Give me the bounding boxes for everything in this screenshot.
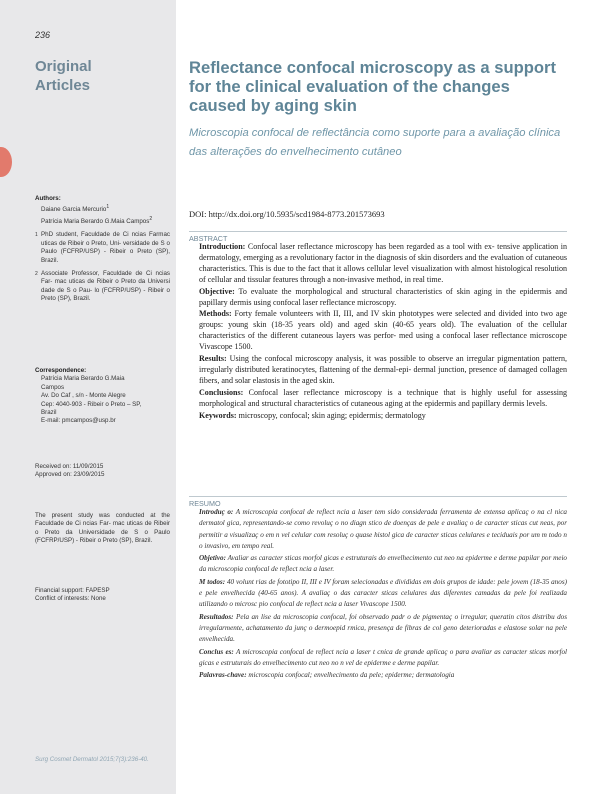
affiliation-1 — [35, 231, 170, 265]
author-name: Patrícia Maria Berardo G.Maia Campos — [41, 217, 150, 225]
abstract-body — [199, 242, 567, 423]
resumo-paragraph — [199, 507, 567, 552]
section-label-line-1: Original — [35, 58, 92, 75]
paragraph-label: Objetivo: — [199, 554, 226, 563]
paragraph-label: Conclus es: — [199, 647, 234, 656]
paragraph-text: Avaliar as caracter sticas morfol gicas e estruturais do envelhecimento cut neo na epiderme e derme papilar por meio da microscopia confocal de reflect ncia a laser. — [199, 554, 567, 574]
paragraph-text: To evaluate the morphological and structural characteristics of skin aging in the epidermis and papillary dermis using confocal laser reflectance microscopy. — [199, 286, 567, 307]
paragraph-text: Pela an lise da microscopia confocal, foi observado padr o de pigmentaç o irregular, queratin citos distribu dos irregularmente, achatamento da junç o dermoepid rmica, presença de fibras de col geno deterioradas e elastose solar na pele envelhecida. — [199, 612, 567, 644]
paragraph-label: Methods: — [199, 309, 232, 319]
resumo-paragraph — [199, 553, 567, 576]
abstract-paragraph — [199, 309, 567, 353]
section-label — [35, 57, 92, 95]
author-1 — [35, 203, 170, 214]
correspondence-line: Brazil — [41, 409, 57, 417]
authors-block — [35, 195, 170, 304]
abstract-keywords — [199, 411, 567, 422]
affiliation-number: 2 — [35, 270, 38, 277]
resumo-body — [199, 507, 567, 682]
paragraph-text: Confocal laser reflectance microscopy is a technique that is highly useful for assessing morphological and structural characteristics of cutaneous aging at the epidermis and papillary dermis levels. — [199, 387, 567, 408]
affiliation-text: Associate Professor, Faculdade de Ci ncias Far- mac uticas de Ribeir o Preto da Universi dade de S o Pau- lo (FCFRP/USP) - Ribeir o Preto (SP), Brazil. — [41, 269, 170, 303]
author-name: Daiane Garcia Mercurio — [41, 206, 107, 214]
resumo-keywords — [199, 670, 567, 681]
resumo-paragraph — [199, 612, 567, 646]
doi-link[interactable]: DOI: http://dx.doi.org/10.5935/scd1984-8773.201573693 — [189, 209, 385, 219]
paragraph-label: M todos: — [199, 577, 226, 586]
correspondence-line: Campos — [41, 383, 65, 391]
funding-block — [35, 587, 170, 604]
article-title: Reflectance confocal microscopy as a support for the clinical evaluation of the changes caused by aging skin — [189, 58, 557, 115]
correspondence-line: Cep: 4040-903 - Ribeir o Preto – SP, — [41, 400, 142, 408]
paragraph-text: Confocal laser reflectance microscopy has been regarded as a tool with ex- tensive application in dermatology, emerging as a revolutionary factor in the diagnosis of skin disorders and the evaluation of cutaneous characteristics. This is due to the fact that it allows cellular level visualization with almost histological resolution of cellular and tissular features through a non-invasive method, in real time. — [199, 242, 567, 284]
correspondence-heading: Correspondence: — [35, 367, 87, 374]
page-number: 236 — [35, 30, 51, 40]
resumo-heading: RESUMO — [189, 496, 567, 508]
paragraph-text: Using the confocal microscopy analysis, it was possible to observe an irregular pigmentation pattern, irregularly distributed keratinocytes, flattening of the dermal-epi- dermal junction, presence of damaged collagen fibers, and solar elastosis in the aged skin. — [199, 354, 567, 385]
section-label-line-2: Articles — [35, 77, 91, 94]
paragraph-label: Results: — [199, 354, 227, 364]
paragraph-label: Resultados: — [199, 612, 234, 621]
resumo-paragraph — [199, 577, 567, 611]
paragraph-label: Keywords: — [199, 410, 237, 420]
correspondence-email[interactable]: E-mail: pmcampos@usp.br — [41, 417, 116, 425]
paragraph-label: Introduç o: — [199, 508, 234, 516]
correspondence-block — [35, 367, 170, 426]
authors-heading: Authors: — [35, 195, 61, 202]
conflict-of-interests: Conflict of interests: None — [35, 595, 106, 603]
abstract-paragraph — [199, 388, 567, 410]
abstract-heading: ABSTRACT — [189, 231, 567, 243]
correspondence-line: Patrícia Maria Berardo G.Maia — [41, 375, 125, 383]
paragraph-label: Conclusions: — [199, 387, 244, 397]
author-sup: 2 — [149, 215, 153, 222]
paragraph-text: A microscopia confocal de reflect ncia a laser t cnica de grande aplicaç o para avaliar as caracter sticas morfol gicas e estruturais do envelhecimento cut neo no n vel de epiderme e derme papilar. — [199, 647, 567, 667]
paragraph-label: Objective: — [199, 286, 235, 296]
paragraph-text: A microscopia confocal de reflect ncia a laser tem sido considerada ferramenta de extensa aplicaç o na cl nica dermatol gica, representando-se como revoluç o no diagn stico de doenças de pele e avaliaç o de caracter sticas cut neas, por permitir a visualizaç o em n vel celular com resoluç o quase histol gica de caracter sticas celulares e teciduais por um m todo n o invasivo, em tempo real. — [199, 508, 567, 550]
affiliation-number: 1 — [35, 232, 38, 239]
paragraph-label: Palavras-chave: — [199, 671, 247, 680]
study-note: The present study was conducted at the Faculdade de Ci ncias Far- mac uticas de Ribeir o Preto da Universidade de S o Paulo (FCFRP/USP) - Ribeir o Preto (SP), Brazil. — [35, 512, 170, 545]
paragraph-label: Introduction: — [199, 242, 246, 251]
affiliation-text: PhD student, Faculdade de Ci ncias Farmac uticas de Ribeir o Preto, Uni- versidade de S o Paulo (FCFRP/USP) - Ribeir o Preto (SP), Brazil. — [41, 231, 170, 264]
affiliation-2 — [35, 270, 170, 304]
author-2 — [35, 215, 170, 226]
article-subtitle: Microscopia confocal de reflectância como suporte para a avaliação clínica das alterações do envelhecimento cutâneo — [189, 127, 561, 158]
correspondence-line: Av. Do Caf , s/n - Monte Alegre — [41, 392, 126, 400]
resumo-paragraph — [199, 647, 567, 670]
paragraph-text: Forty female volunteers with II, III, and IV skin phototypes were selected and divided into two age groups: young skin (18-35 years old) and aged skin (40-65 years old). The evaluation of the cellular characteristics of the different cutaneous layers was perfor- med using a confocal laser reflectance microscope Vivascope 1500. — [199, 309, 567, 352]
footer-citation: Surg Cosmet Dermatol 2015;7(3):236-40. — [35, 756, 149, 763]
dates-block — [35, 463, 170, 480]
paragraph-text: microscopy, confocal; skin aging; epidermis; dermatology — [236, 410, 426, 420]
received-date: Received on: 11/09/2015 — [35, 463, 104, 470]
abstract-paragraph — [199, 242, 567, 286]
abstract-paragraph — [199, 287, 567, 309]
paragraph-text: 40 volunt rias de fototipo II, III e IV foram selecionadas e divididas em dois grupos de idade: pele jovem (18-35 anos) e pele envelhecida (40-65 anos). A avaliaç o das caracter sticas celulares das diferentes camadas da pele foi realizada utilizando o microsc pio confocal de reflect ncia a laser Vivascope 1500. — [199, 577, 567, 609]
approved-date: Approved on: 23/09/2015 — [35, 471, 105, 479]
abstract-paragraph — [199, 354, 567, 387]
financial-support: Financial support: FAPESP — [35, 587, 110, 594]
author-sup: 1 — [106, 204, 110, 211]
paragraph-text: microscopia confocal; envelhecimento da pele; epiderme; dermatologia — [246, 671, 455, 680]
